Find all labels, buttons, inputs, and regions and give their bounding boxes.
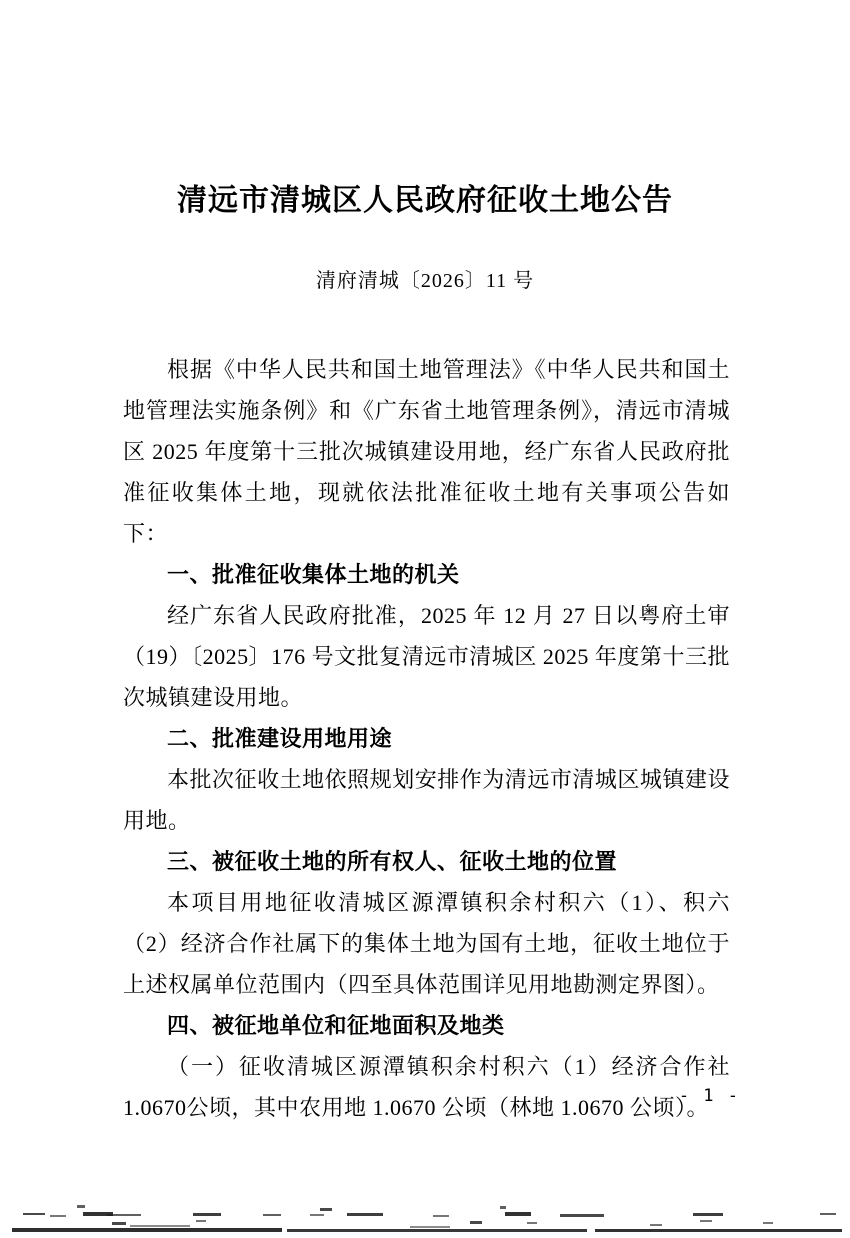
paragraph-section-1: 经广东省人民政府批准，2025 年 12 月 27 日以粤府土审（19）〔2025〕176 号文批复清远市清城区 2025 年度第十三批次城镇建设用地。 bbox=[123, 603, 730, 710]
section-heading-2: 二、批准建设用地用途 bbox=[167, 726, 393, 751]
paragraph-section-3: 本项目用地征收清城区源潭镇积余村积六（1）、积六（2）经济合作社属下的集体土地为国有土地，征收土地位于上述权属单位范围内（四至具体范围详见用地勘测定界图）。 bbox=[123, 890, 730, 997]
section-heading-1: 一、批准征收集体土地的机关 bbox=[167, 562, 460, 587]
document-number: 清府清城〔2026〕11 号 bbox=[315, 270, 535, 292]
paragraph-intro: 根据《中华人民共和国土地管理法》《中华人民共和国土地管理法实施条例》和《广东省土地管理条例》，清远市清城区 2025 年度第十三批次城镇建设用地，经广东省人民政府批准征收集体土地，现就依法批准征收土地有关事项公告如下： bbox=[123, 357, 730, 546]
page-number: - 1 - bbox=[678, 1086, 740, 1106]
document-title: 清远市清城区人民政府征收土地公告 bbox=[177, 184, 673, 217]
paragraph-section-4-item-1: （一）征收清城区源潭镇积余村积六（1）经济合作社1.0670公顷，其中农用地 1.0670 公顷（林地 1.0670 公顷）。 bbox=[123, 1054, 730, 1120]
section-heading-4: 四、被征地单位和征地面积及地类 bbox=[167, 1013, 505, 1038]
section-heading-3: 三、被征收土地的所有权人、征收土地的位置 bbox=[167, 849, 618, 874]
paragraph-section-2: 本批次征收土地依照规划安排作为清远市清城区城镇建设用地。 bbox=[123, 767, 730, 833]
document-body bbox=[123, 349, 730, 1128]
